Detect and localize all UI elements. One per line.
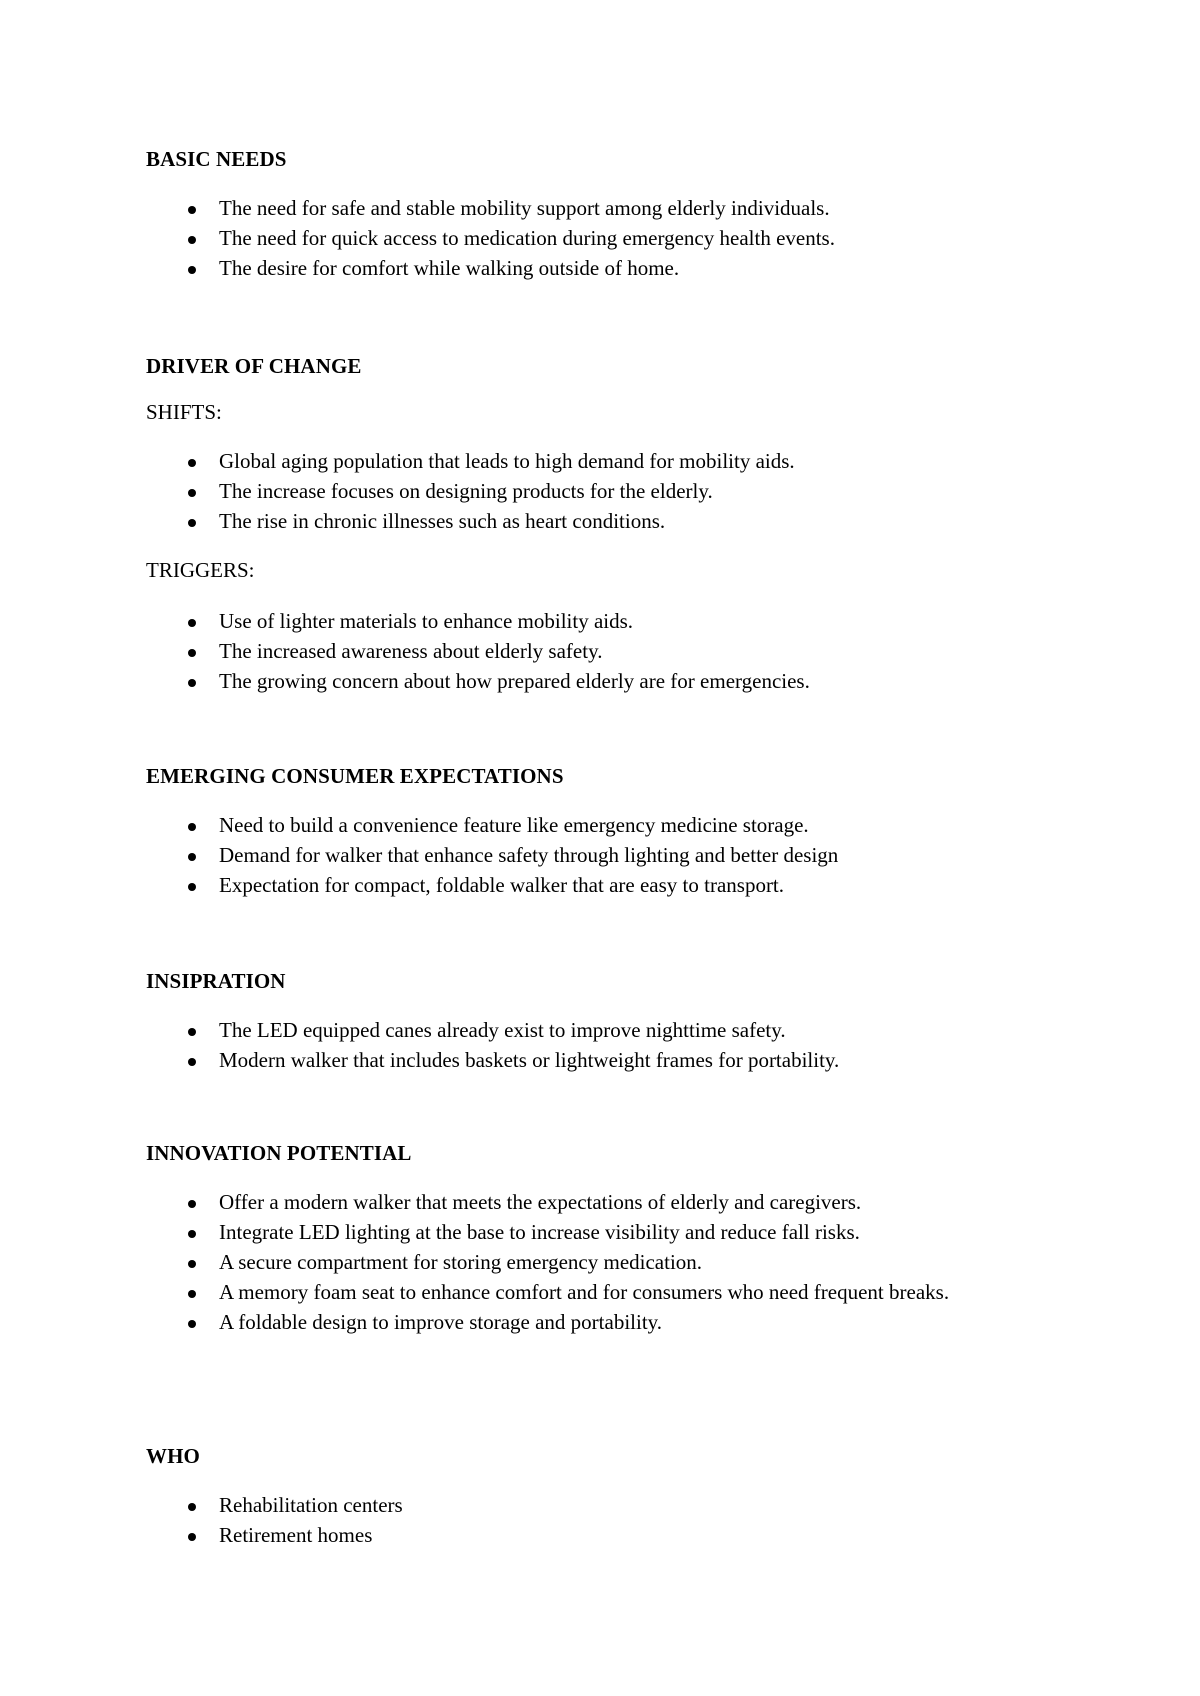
bullet-icon: [188, 1503, 196, 1511]
bullet-icon: [188, 236, 196, 244]
list-item: Demand for walker that enhance safety through lighting and better design: [146, 840, 1026, 870]
list-item: A memory foam seat to enhance comfort and for consumers who need frequent breaks.: [146, 1277, 1026, 1307]
inspiration-heading: INSIPRATION: [146, 969, 286, 993]
list-item: Retirement homes: [146, 1520, 1026, 1550]
basic-needs-heading: BASIC NEEDS: [146, 147, 287, 171]
list-item: The rise in chronic illnesses such as heart conditions.: [146, 506, 1026, 536]
list-item: The LED equipped canes already exist to improve nighttime safety.: [146, 1015, 1026, 1045]
bullet-icon: [188, 1028, 196, 1036]
who-list: [146, 1490, 1026, 1550]
bullet-icon: [188, 489, 196, 497]
basic-needs-list: [146, 193, 1026, 283]
innovation-potential-list: [146, 1187, 1026, 1337]
bullet-icon: [188, 649, 196, 657]
bullet-icon: [188, 1200, 196, 1208]
bullet-icon: [188, 619, 196, 627]
bullet-icon: [188, 1230, 196, 1238]
innovation-potential-heading: INNOVATION POTENTIAL: [146, 1141, 412, 1165]
bullet-icon: [188, 679, 196, 687]
bullet-icon: [188, 1320, 196, 1328]
who-heading: WHO: [146, 1444, 200, 1468]
shifts-list: [146, 446, 1026, 536]
list-item: The desire for comfort while walking outside of home.: [146, 253, 1026, 283]
list-item: A foldable design to improve storage and portability.: [146, 1307, 1026, 1337]
driver-of-change-heading: DRIVER OF CHANGE: [146, 354, 362, 378]
bullet-icon: [188, 1533, 196, 1541]
list-item: Integrate LED lighting at the base to increase visibility and reduce fall risks.: [146, 1217, 1026, 1247]
bullet-icon: [188, 519, 196, 527]
list-item: A secure compartment for storing emergency medication.: [146, 1247, 1026, 1277]
bullet-icon: [188, 823, 196, 831]
list-item: The need for quick access to medication during emergency health events.: [146, 223, 1026, 253]
list-item: Modern walker that includes baskets or lightweight frames for portability.: [146, 1045, 1026, 1075]
bullet-icon: [188, 206, 196, 214]
list-item: Offer a modern walker that meets the expectations of elderly and caregivers.: [146, 1187, 1026, 1217]
bullet-icon: [188, 1260, 196, 1268]
bullet-icon: [188, 1290, 196, 1298]
triggers-list: [146, 606, 1026, 696]
list-item: The increase focuses on designing products for the elderly.: [146, 476, 1026, 506]
list-item: The need for safe and stable mobility support among elderly individuals.: [146, 193, 1026, 223]
list-item: Expectation for compact, foldable walker that are easy to transport.: [146, 870, 1026, 900]
bullet-icon: [188, 883, 196, 891]
emerging-expectations-heading: EMERGING CONSUMER EXPECTATIONS: [146, 764, 564, 788]
list-item: Global aging population that leads to high demand for mobility aids.: [146, 446, 1026, 476]
list-item: Rehabilitation centers: [146, 1490, 1026, 1520]
list-item: Need to build a convenience feature like emergency medicine storage.: [146, 810, 1026, 840]
inspiration-list: [146, 1015, 1026, 1075]
shifts-label: SHIFTS:: [146, 400, 222, 424]
bullet-icon: [188, 1058, 196, 1066]
bullet-icon: [188, 459, 196, 467]
emerging-expectations-list: [146, 810, 1026, 900]
list-item: The increased awareness about elderly safety.: [146, 636, 1026, 666]
bullet-icon: [188, 266, 196, 274]
list-item: Use of lighter materials to enhance mobility aids.: [146, 606, 1026, 636]
bullet-icon: [188, 853, 196, 861]
list-item: The growing concern about how prepared elderly are for emergencies.: [146, 666, 1026, 696]
triggers-label: TRIGGERS:: [146, 558, 255, 582]
